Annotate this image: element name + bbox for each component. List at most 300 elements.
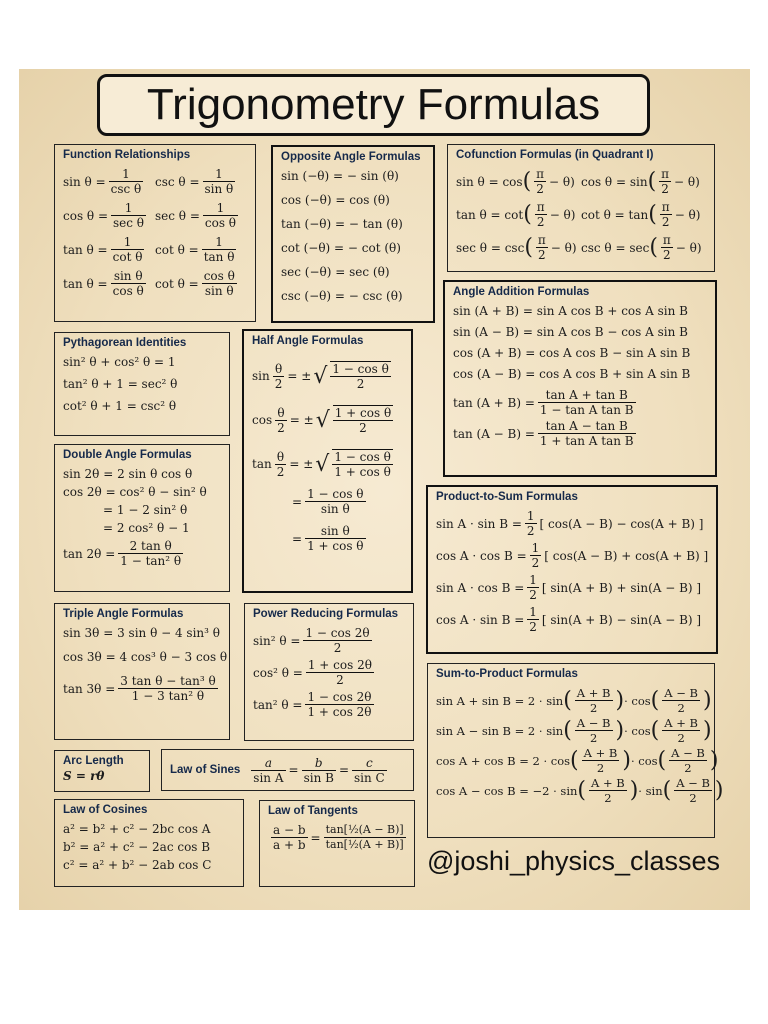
close-paren-icon: ) [615, 688, 625, 713]
tan-difference-formula [453, 419, 707, 448]
cofunction-lhs: csc θ = sec [581, 240, 650, 255]
pts-rhs: [ sin(A + B) − sin(A − B) ] [541, 612, 702, 627]
stp-arg2 [662, 686, 700, 715]
arc-length-heading: Arc Length [63, 755, 124, 767]
triple-tan-denominator: 1 − 3 tan² θ [131, 689, 205, 703]
tangents-lhs-den: a + b [273, 838, 306, 852]
law-of-cosines-box [54, 799, 244, 887]
half-tan-fraction [332, 449, 392, 479]
pi-over-two-numerator: π [537, 233, 546, 247]
double-angle-list [63, 467, 221, 535]
half-sin-theta: θ [273, 362, 285, 377]
pi-over-two-numerator: π [536, 167, 545, 181]
sines-eq-1: = [288, 763, 299, 777]
angle-addition-formula: sin (A + B) = sin A cos B + cos A sin B [453, 304, 688, 318]
law-of-cosines-formula: c² = a² + b² − 2ab cos C [63, 858, 212, 872]
minus-theta: − θ) [549, 207, 576, 222]
half-cos-numerator: 1 + cos θ [334, 406, 392, 420]
stp-arg1-numerator: A + B [591, 776, 625, 790]
function-relationship-row [63, 269, 247, 298]
pythagorean-identity: cot² θ + 1 = csc² θ [63, 399, 177, 413]
law-of-sines-box [161, 749, 414, 791]
pi-over-two-denominator: 2 [661, 215, 670, 229]
double-angle-heading: Double Angle Formulas [63, 449, 192, 461]
open-paren-icon: ( [649, 235, 658, 260]
angle-addition-box [443, 280, 717, 477]
double-angle-formula: = 1 − 2 sin² θ [103, 503, 188, 517]
cofunction-formula [456, 200, 581, 229]
triple-angle-box [54, 603, 230, 740]
open-paren-icon: ( [657, 748, 667, 773]
fr-fraction-denominator: csc θ [110, 182, 142, 196]
product-to-sum-list [436, 509, 708, 634]
one-half-numerator: 1 [529, 573, 537, 587]
stp-arg1-denominator: 2 [604, 791, 612, 805]
stp-arg1-numerator: A − B [576, 716, 611, 730]
sines-num-a: a [251, 756, 285, 771]
half-cos-theta: θ [275, 406, 287, 421]
cofunction-formula [581, 233, 706, 262]
opposite-angle-formula: cos (−θ) = cos (θ) [281, 193, 390, 207]
minus-theta: − θ) [674, 174, 700, 189]
fr-lhs2: cot θ = [155, 276, 199, 291]
product-to-sum-formula [436, 541, 708, 570]
pts-rhs: [ cos(A − B) + cos(A + B) ] [544, 548, 709, 563]
half-angle-sin-formula [252, 361, 403, 391]
fr-lhs: tan θ = [63, 242, 108, 257]
tan-difference-denominator: 1 + tan A tan B [539, 434, 634, 448]
power-reducing-heading: Power Reducing Formulas [253, 608, 399, 620]
law-of-tangents-heading: Law of Tangents [268, 805, 358, 817]
pts-lhs: cos A · sin B = [436, 612, 525, 627]
stp-arg2-numerator: A − B [671, 746, 705, 760]
power-reducing-fraction [306, 658, 374, 687]
fr-lhs2: cot θ = [155, 242, 199, 257]
cofunction-lhs: sec θ = csc [456, 240, 525, 255]
open-paren-icon: ( [522, 169, 532, 194]
triple-angle-formula: cos 3θ = 4 cos³ θ − 3 cos θ [63, 650, 228, 664]
open-paren-icon: ( [577, 778, 586, 803]
fr-fraction-numerator: 1 [111, 235, 145, 250]
angle-addition-formula: cos (A − B) = cos A cos B + sin A sin B [453, 367, 691, 381]
open-paren-icon: ( [523, 202, 532, 227]
stp-arg1 [575, 686, 613, 715]
power-reducing-fraction-denominator: 1 + cos 2θ [307, 705, 372, 719]
open-paren-icon: ( [563, 688, 572, 713]
half-tan-numerator: 1 − cos θ [334, 450, 391, 464]
close-paren-icon: ) [709, 748, 719, 773]
half-angle-heading: Half Angle Formulas [252, 335, 364, 347]
function-relationship-left [63, 201, 155, 230]
sines-num-b: b [302, 756, 336, 771]
triple-angle-list [63, 626, 228, 664]
fr-lhs2: sec θ = [155, 208, 200, 223]
sines-fraction-c [352, 756, 387, 785]
cofunction-formula [456, 233, 581, 262]
pts-lhs: cos A · cos B = [436, 548, 527, 563]
fr-lhs: cos θ = [63, 208, 109, 223]
power-reducing-fraction-numerator: 1 − cos 2θ [307, 690, 372, 704]
half-sin-eq: = ± [287, 369, 312, 383]
tangents-rhs-fraction [324, 823, 406, 852]
close-paren-icon: ) [629, 778, 639, 803]
cofunction-row [456, 167, 706, 196]
tan-sum-numerator: tan A + tan B [538, 388, 636, 403]
stp-arg1-denominator: 2 [589, 701, 598, 715]
stp-arg2 [674, 776, 712, 805]
pi-over-two [534, 167, 546, 196]
law-of-sines-heading: Law of Sines [170, 764, 241, 776]
fr-lhs2: csc θ = [155, 174, 200, 189]
close-paren-icon: ) [622, 748, 631, 773]
stp-mid: · cos [630, 753, 658, 768]
half-sin-fraction [330, 361, 390, 391]
stp-arg1-numerator: A + B [576, 686, 611, 700]
double-angle-box [54, 444, 230, 592]
function-relationship-left [63, 167, 155, 196]
fr-fraction-numerator: 1 [109, 167, 144, 182]
triple-tan-fraction [118, 674, 217, 703]
one-half-denominator: 2 [529, 620, 537, 634]
sum-to-product-formula [436, 776, 724, 805]
fr-fraction [109, 167, 144, 196]
close-paren-icon: ) [702, 718, 712, 743]
half-tan2-eq: = [292, 494, 303, 509]
opposite-angle-formula: csc (−θ) = − csc (θ) [281, 289, 403, 303]
one-half [527, 605, 539, 634]
fr-fraction [111, 269, 146, 298]
pts-lhs: sin A · cos B = [436, 580, 525, 595]
power-reducing-box [244, 603, 414, 741]
one-half-numerator: 1 [526, 509, 535, 523]
tan-difference-numerator: tan A − tan B [538, 419, 636, 434]
pi-over-two-numerator: π [661, 200, 670, 214]
sqrt-icon: √ [315, 407, 330, 433]
pythagorean-identity: tan² θ + 1 = sec² θ [63, 377, 178, 391]
function-relationship-right [155, 167, 247, 196]
pi-over-two-numerator: π [536, 200, 545, 214]
double-tan-lhs: tan 2θ = [63, 546, 116, 561]
open-paren-icon: ( [650, 718, 660, 743]
sqrt-icon: √ [315, 451, 330, 477]
triple-angle-tan-formula [63, 674, 221, 703]
fr-fraction2-denominator: sin θ [204, 284, 234, 298]
power-reducing-lhs: cos² θ = [253, 665, 303, 680]
pi-over-two-denominator: 2 [536, 182, 544, 196]
stp-mid: · cos [624, 723, 651, 738]
function-relationship-right [155, 269, 247, 298]
opposite-angle-formula: tan (−θ) = − tan (θ) [281, 217, 403, 231]
law-of-tangents-formula [268, 823, 406, 852]
double-angle-tan-formula [63, 539, 221, 568]
stp-arg1 [582, 746, 620, 775]
function-relationship-row [63, 167, 247, 196]
power-reducing-fraction [305, 690, 373, 719]
pythagorean-box [54, 332, 230, 436]
half-tan-arg [275, 450, 287, 479]
fr-fraction2 [203, 201, 238, 230]
one-half-numerator: 1 [531, 541, 540, 555]
sum-to-product-formula [436, 746, 719, 775]
function-relationship-row [63, 235, 247, 264]
triple-angle-formula: sin 3θ = 3 sin θ − 4 sin³ θ [63, 626, 221, 640]
fr-fraction2-numerator: 1 [202, 235, 237, 250]
half-tan-lhs: tan [252, 457, 272, 471]
sum-to-product-box [427, 663, 724, 838]
open-paren-icon: ( [570, 748, 579, 773]
pi-over-two [536, 233, 548, 262]
sum-to-product-list [436, 686, 724, 805]
product-to-sum-heading: Product-to-Sum Formulas [436, 491, 578, 503]
sqrt-icon: √ [313, 363, 328, 389]
stp-arg1-denominator: 2 [596, 761, 605, 775]
opposite-angle-box [271, 145, 435, 323]
sines-fraction-b [302, 756, 336, 785]
stp-arg2 [662, 716, 700, 745]
law-of-tangents-box [259, 800, 415, 887]
cofunction-lhs: sin θ = cos [456, 174, 523, 189]
angle-addition-formula: sin (A − B) = sin A cos B − cos A sin B [453, 325, 688, 339]
pi-over-two-denominator: 2 [661, 182, 669, 196]
half-angle-cos-formula [252, 405, 403, 435]
fr-fraction-denominator: cot θ [112, 250, 143, 264]
pythagorean-identity: sin² θ + cos² θ = 1 [63, 355, 176, 369]
angle-addition-list [453, 304, 707, 381]
half-tan2-fraction [305, 487, 365, 516]
half-sin-numerator: 1 − cos θ [332, 362, 389, 376]
minus-theta: − θ) [674, 207, 701, 222]
law-of-sines-formula [248, 756, 389, 785]
cofunction-lhs: cot θ = tan [581, 207, 649, 222]
double-tan-fraction [118, 539, 183, 568]
triple-tan-lhs: tan 3θ = [63, 681, 116, 696]
one-half-numerator: 1 [529, 605, 537, 619]
fr-fraction2 [202, 269, 237, 298]
pi-over-two [661, 233, 673, 262]
power-reducing-lhs: tan² θ = [253, 697, 303, 712]
fr-fraction2-denominator: sin θ [204, 182, 234, 196]
half-tan3-eq: = [292, 531, 303, 546]
open-paren-icon: ( [524, 235, 533, 260]
stp-arg2-denominator: 2 [677, 731, 685, 745]
power-reducing-fraction-numerator: 1 − cos 2θ [305, 626, 370, 640]
product-to-sum-formula [436, 573, 708, 602]
fr-fraction2-numerator: 1 [203, 201, 238, 216]
cofunction-row [456, 233, 706, 262]
triple-angle-heading: Triple Angle Formulas [63, 608, 184, 620]
product-to-sum-formula [436, 605, 708, 634]
triple-tan-numerator: 3 tan θ − tan³ θ [120, 674, 216, 688]
tangents-eq: = [310, 830, 321, 845]
sum-to-product-formula [436, 686, 712, 715]
function-relationship-right [155, 201, 247, 230]
pi-over-two-numerator: π [661, 167, 670, 181]
half-sin-two: 2 [274, 376, 283, 391]
law-of-cosines-list [63, 822, 235, 872]
product-to-sum-box [426, 485, 718, 654]
pts-lhs: sin A · sin B = [436, 516, 522, 531]
cofunction-list [456, 167, 706, 262]
fr-fraction-denominator: cos θ [112, 284, 144, 298]
arc-length-formula: S = rθ [63, 769, 105, 783]
fr-fraction2-denominator: tan θ [203, 250, 235, 264]
sines-fraction-a [251, 756, 285, 785]
power-reducing-list [253, 626, 405, 719]
stp-lhs: cos A − cos B = −2 · sin [436, 783, 578, 798]
function-relationship-right [155, 235, 247, 264]
opposite-angle-formula: sin (−θ) = − sin (θ) [281, 169, 399, 183]
half-tan3-denominator: 1 + cos θ [307, 539, 364, 553]
opposite-angle-heading: Opposite Angle Formulas [281, 151, 421, 163]
half-cos-fraction [333, 405, 393, 435]
tan-difference-lhs: tan (A − B) = [453, 426, 535, 441]
power-reducing-fraction-numerator: 1 + cos 2θ [307, 658, 372, 672]
double-angle-formula: cos 2θ = cos² θ − sin² θ [63, 485, 207, 499]
sines-den-a: sin A [253, 770, 284, 785]
function-relationship-left [63, 235, 155, 264]
pi-over-two-denominator: 2 [536, 215, 545, 229]
minus-theta: − θ) [675, 240, 702, 255]
power-reducing-formula [253, 626, 405, 655]
stp-arg1 [575, 716, 613, 745]
function-relationships-list [63, 167, 247, 298]
tan-sum-fraction [538, 388, 636, 417]
stp-arg2-numerator: A − B [664, 686, 698, 700]
arc-length-box [54, 750, 150, 792]
open-paren-icon: ( [662, 778, 672, 803]
function-relationships-box [54, 144, 256, 322]
stp-lhs: sin A − sin B = 2 · sin [436, 723, 564, 738]
pi-over-two-denominator: 2 [663, 248, 671, 262]
fr-fraction2 [203, 167, 236, 196]
close-paren-icon: ) [702, 688, 712, 713]
double-angle-formula: sin 2θ = 2 sin θ cos θ [63, 467, 193, 481]
one-half [525, 509, 537, 538]
close-paren-icon: ) [714, 778, 724, 803]
tan-sum-formula [453, 388, 707, 417]
close-paren-icon: ) [615, 718, 625, 743]
stp-arg1 [589, 776, 627, 805]
fr-fraction-numerator: 1 [111, 201, 146, 216]
open-paren-icon: ( [650, 688, 660, 713]
minus-theta: − θ) [550, 240, 577, 255]
stp-arg1-denominator: 2 [589, 731, 598, 745]
sines-eq-2: = [338, 763, 349, 777]
half-cos-denominator: 2 [359, 421, 367, 435]
function-relationships-heading: Function Relationships [63, 149, 191, 161]
one-half-denominator: 2 [526, 524, 535, 538]
pi-over-two-numerator: π [662, 233, 671, 247]
fr-fraction [111, 235, 145, 264]
half-sin-lhs: sin [252, 369, 270, 383]
fr-fraction2 [202, 235, 237, 264]
opposite-angle-formula: cot (−θ) = − cot (θ) [281, 241, 401, 255]
fr-fraction2-numerator: 1 [203, 167, 236, 182]
cofunction-lhs: tan θ = cot [456, 207, 524, 222]
power-reducing-lhs: sin² θ = [253, 633, 301, 648]
half-cos-two: 2 [277, 420, 285, 435]
fr-lhs: tan θ = [63, 276, 108, 291]
stp-arg1-numerator: A + B [583, 746, 618, 760]
power-reducing-fraction-denominator: 2 [333, 641, 342, 655]
stp-lhs: cos A + cos B = 2 · cos [436, 753, 571, 768]
open-paren-icon: ( [648, 202, 657, 227]
cofunction-formula [581, 167, 706, 196]
power-reducing-formula [253, 690, 405, 719]
fr-lhs: sin θ = [63, 174, 106, 189]
double-tan-denominator: 1 − tan² θ [120, 554, 182, 568]
half-angle-tan-alt1 [252, 487, 403, 516]
law-of-cosines-formula: b² = a² + c² − 2ac cos B [63, 840, 211, 854]
stp-arg2-denominator: 2 [677, 701, 685, 715]
cofunction-lhs: cos θ = sin [581, 174, 648, 189]
fr-fraction-numerator: sin θ [111, 269, 146, 284]
half-tan2-numerator: 1 − cos θ [307, 487, 364, 501]
sum-to-product-heading: Sum-to-Product Formulas [436, 668, 578, 680]
half-sin-denominator: 2 [356, 377, 365, 391]
fr-fraction-denominator: sec θ [113, 216, 145, 230]
page-title: Trigonometry Formulas [97, 74, 650, 136]
tangents-lhs-num: a − b [273, 823, 306, 837]
fr-fraction2-denominator: cos θ [204, 216, 237, 230]
half-tan3-numerator: sin θ [305, 524, 365, 539]
tan-sum-lhs: tan (A + B) = [453, 395, 535, 410]
pi-over-two [659, 167, 671, 196]
one-half [527, 573, 539, 602]
pts-rhs: [ cos(A − B) − cos(A + B) ] [539, 516, 704, 531]
fr-fraction2-numerator: cos θ [203, 269, 235, 283]
stp-arg2-denominator: 2 [689, 791, 697, 805]
power-reducing-fraction [303, 626, 371, 655]
stp-lhs: sin A + sin B = 2 · sin [436, 693, 564, 708]
power-reducing-fraction-denominator: 2 [336, 673, 344, 687]
half-tan-eq: = ± [289, 457, 314, 471]
pi-over-two [535, 200, 547, 229]
watermark-handle: @joshi_physics_classes [427, 846, 721, 876]
half-tan-two: 2 [276, 464, 285, 479]
cofunction-formula [456, 167, 581, 196]
stp-arg2-denominator: 2 [684, 761, 692, 775]
opposite-angle-list [281, 169, 425, 303]
tangents-lhs-fraction [271, 823, 308, 852]
stp-arg2 [669, 746, 707, 775]
tan-sum-denominator: 1 − tan A tan B [539, 403, 634, 417]
half-sin-arg [273, 362, 285, 391]
function-relationship-left [63, 269, 155, 298]
pi-over-two-denominator: 2 [538, 248, 546, 262]
minus-theta: − θ) [549, 174, 575, 189]
law-of-cosines-heading: Law of Cosines [63, 804, 148, 816]
cofunction-formula [581, 200, 706, 229]
pts-rhs: [ sin(A + B) + sin(A − B) ] [541, 580, 702, 595]
stp-arg2-numerator: A − B [676, 776, 710, 790]
pi-over-two [660, 200, 672, 229]
sines-den-c: sin C [354, 770, 385, 785]
half-tan3-fraction [305, 524, 365, 553]
function-relationship-row [63, 201, 247, 230]
opposite-angle-formula: sec (−θ) = sec (θ) [281, 265, 390, 279]
half-cos-eq: = ± [289, 413, 314, 427]
cofunction-box [447, 144, 715, 272]
one-half [530, 541, 542, 570]
half-tan-theta: θ [275, 450, 287, 465]
double-tan-numerator: 2 tan θ [118, 539, 183, 554]
fr-fraction [111, 201, 146, 230]
power-reducing-formula [253, 658, 405, 687]
sum-to-product-formula [436, 716, 712, 745]
half-angle-box [242, 329, 413, 593]
one-half-denominator: 2 [529, 588, 537, 602]
